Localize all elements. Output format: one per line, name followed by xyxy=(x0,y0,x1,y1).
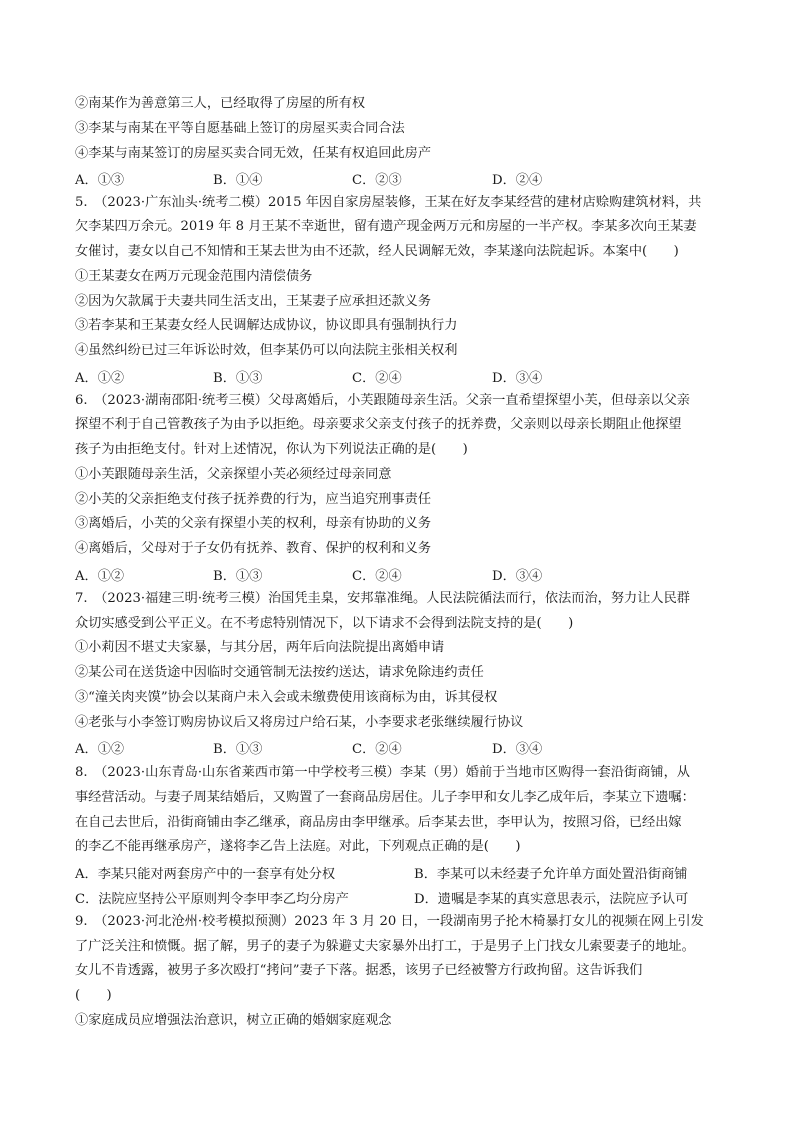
option-a: A．①② xyxy=(75,371,125,386)
q9-statement-1: ①家庭成员应增强法治意识，树立正确的婚姻家庭观念 xyxy=(75,1013,392,1028)
statement-2: ②南某作为善意第三人，已经取得了房屋的所有权 xyxy=(75,96,366,111)
q8-stem-line-1: 8. （2023·山东青岛·山东省莱西市第一中学校考三模）李某（男）婚前于当地市区购得一套沿街商铺，从 xyxy=(75,765,690,780)
q6-stem-line-3: 孩子为由拒绝支付。针对上述情况，你认为下列说法正确的是( ) xyxy=(75,442,468,457)
q7-statement-3: ③“潼关肉夹馍”协会以某商户未入会或未缴费使用该商标为由，诉其侵权 xyxy=(75,690,498,705)
q9-stem-line-4: ( ) xyxy=(75,988,112,1003)
q6-statement-4: ④离婚后，父母对于子女仍有抚养、教育、保护的权利和义务 xyxy=(75,541,432,556)
q7-statement-1: ①小莉因不堪丈夫家暴，与其分居，两年后向法院提出离婚申请 xyxy=(75,640,445,655)
option-c: C．法院应坚持公平原则判令李甲李乙均分房产 xyxy=(75,892,349,907)
q5-statement-1: ①王某妻女在两万元现金范围内清偿债务 xyxy=(75,269,313,284)
q5-statement-4: ④虽然纠纷已过三年诉讼时效，但李某仍可以向法院主张相关权利 xyxy=(75,343,458,358)
q5-statement-2: ②因为欠款属于夫妻共同生活支出，王某妻子应承担还款义务 xyxy=(75,294,432,309)
answer-options xyxy=(75,169,735,187)
option-b: B．李某可以未经妻子允许单方面处置沿街商铺 xyxy=(414,867,688,882)
option-a: A．李某只能对两套房产中的一套享有处分权 xyxy=(75,867,336,882)
option-b: B．①③ xyxy=(213,371,263,386)
q7-statement-2: ②某公司在送货途中因临时交通管制无法按约送达，请求免除违约责任 xyxy=(75,665,484,680)
q6-stem-line-2: 探望不利于自己管教孩子为由予以拒绝。母亲要求父亲支付孩子的抚养费，父亲则以母亲长期阻止他探望 xyxy=(75,417,682,432)
q5-stem-line-3: 女催讨，妻女以自己不知情和王某去世为由不还款，经人民调解无效，李某遂向法院起诉。本案中( ) xyxy=(75,244,679,259)
option-b: B．①④ xyxy=(213,173,263,188)
option-c: C．②④ xyxy=(352,742,402,757)
option-a: A．①② xyxy=(75,742,125,757)
option-d: D．③④ xyxy=(492,569,543,584)
option-b: B．①③ xyxy=(213,569,263,584)
q9-stem-line-1: 9. （2023·河北沧州·校考模拟预测）2023 年 3 月 20 日，一段湖南男子抡木椅暴打女儿的视频在网上引发 xyxy=(75,914,704,929)
option-b: B．①③ xyxy=(213,742,263,757)
statement-4: ④李某与南某签订的房屋买卖合同无效，任某有权追回此房产 xyxy=(75,146,432,161)
q6-stem-line-1: 6. （2023·湖南邵阳·统考三模）父母离婚后，小芙跟随母亲生活。父亲一直希望探望小芙，但母亲以父亲 xyxy=(75,393,690,408)
option-d: D．③④ xyxy=(492,742,543,757)
q9-stem-line-3: 女儿不肯透露，被男子多次殴打“拷问”妻子下落。据悉，该男子已经被警方行政拘留。这告诉我们 xyxy=(75,963,643,978)
q8-stem-line-4: 的李乙不能再继承房产，遂将李乙告上法庭。对此，下列观点正确的是( ) xyxy=(75,839,521,854)
option-a: A．①② xyxy=(75,569,125,584)
option-d: D．②④ xyxy=(492,173,543,188)
option-a: A．①③ xyxy=(75,173,125,188)
option-c: C．②③ xyxy=(352,173,402,188)
q6-options xyxy=(75,565,735,583)
q8-options-row-1 xyxy=(75,863,735,881)
q5-options xyxy=(75,367,735,385)
q8-stem-line-3: 在自己去世后，沿街商铺由李乙继承，商品房由李甲继承。后李某去世，李甲认为，按照习俗，已经出嫁 xyxy=(75,815,682,830)
q7-statement-4: ④老张与小李签订购房协议后又将房过户给石某，小李要求老张继续履行协议 xyxy=(75,715,524,730)
q5-stem-line-1: 5. （2023·广东汕头·统考二模）2015 年因自家房屋装修，王某在好友李某经营的建材店赊购建筑材料，共 xyxy=(75,195,702,210)
option-d: D．遗嘱是李某的真实意思表示，法院应予认可 xyxy=(414,892,689,907)
q7-stem-line-2: 众切实感受到公平正义。在不考虑特别情况下，以下请求不会得到法院支持的是( ) xyxy=(75,616,574,631)
q8-options-row-2 xyxy=(75,888,735,906)
statement-3: ③李某与南某在平等自愿基础上签订的房屋买卖合同合法 xyxy=(75,121,405,136)
q9-stem-line-2: 了广泛关注和愤慨。据了解，男子的妻子为躲避丈夫家暴外出打工，于是男子上门找女儿索要妻子的地址。 xyxy=(75,939,695,954)
q7-stem-line-1: 7. （2023·福建三明·统考三模）治国凭圭臬，安邦靠准绳。人民法院循法而行，依法而治，努力让人民群 xyxy=(75,591,690,606)
q6-statement-2: ②小芙的父亲拒绝支付孩子抚养费的行为，应当追究刑事责任 xyxy=(75,492,432,507)
option-c: C．②④ xyxy=(352,371,402,386)
q6-statement-3: ③离婚后，小芙的父亲有探望小芙的权利，母亲有协助的义务 xyxy=(75,516,432,531)
q7-options xyxy=(75,738,735,756)
q6-statement-1: ①小芙跟随母亲生活，父亲探望小芙必须经过母亲同意 xyxy=(75,467,392,482)
q8-stem-line-2: 事经营活动。与妻子周某结婚后，又购置了一套商品房居住。儿子李甲和女儿李乙成年后，李某立下遗嘱： xyxy=(75,790,695,805)
q5-stem-line-2: 欠李某四万余元。2019 年 8 月王某不幸逝世，留有遗产现金两万元和房屋的一半产权。李某多次向王某妻 xyxy=(75,219,697,234)
option-c: C．②④ xyxy=(352,569,402,584)
q5-statement-3: ③若李某和王某妻女经人民调解达成协议，协议即具有强制执行力 xyxy=(75,318,458,333)
option-d: D．③④ xyxy=(492,371,543,386)
